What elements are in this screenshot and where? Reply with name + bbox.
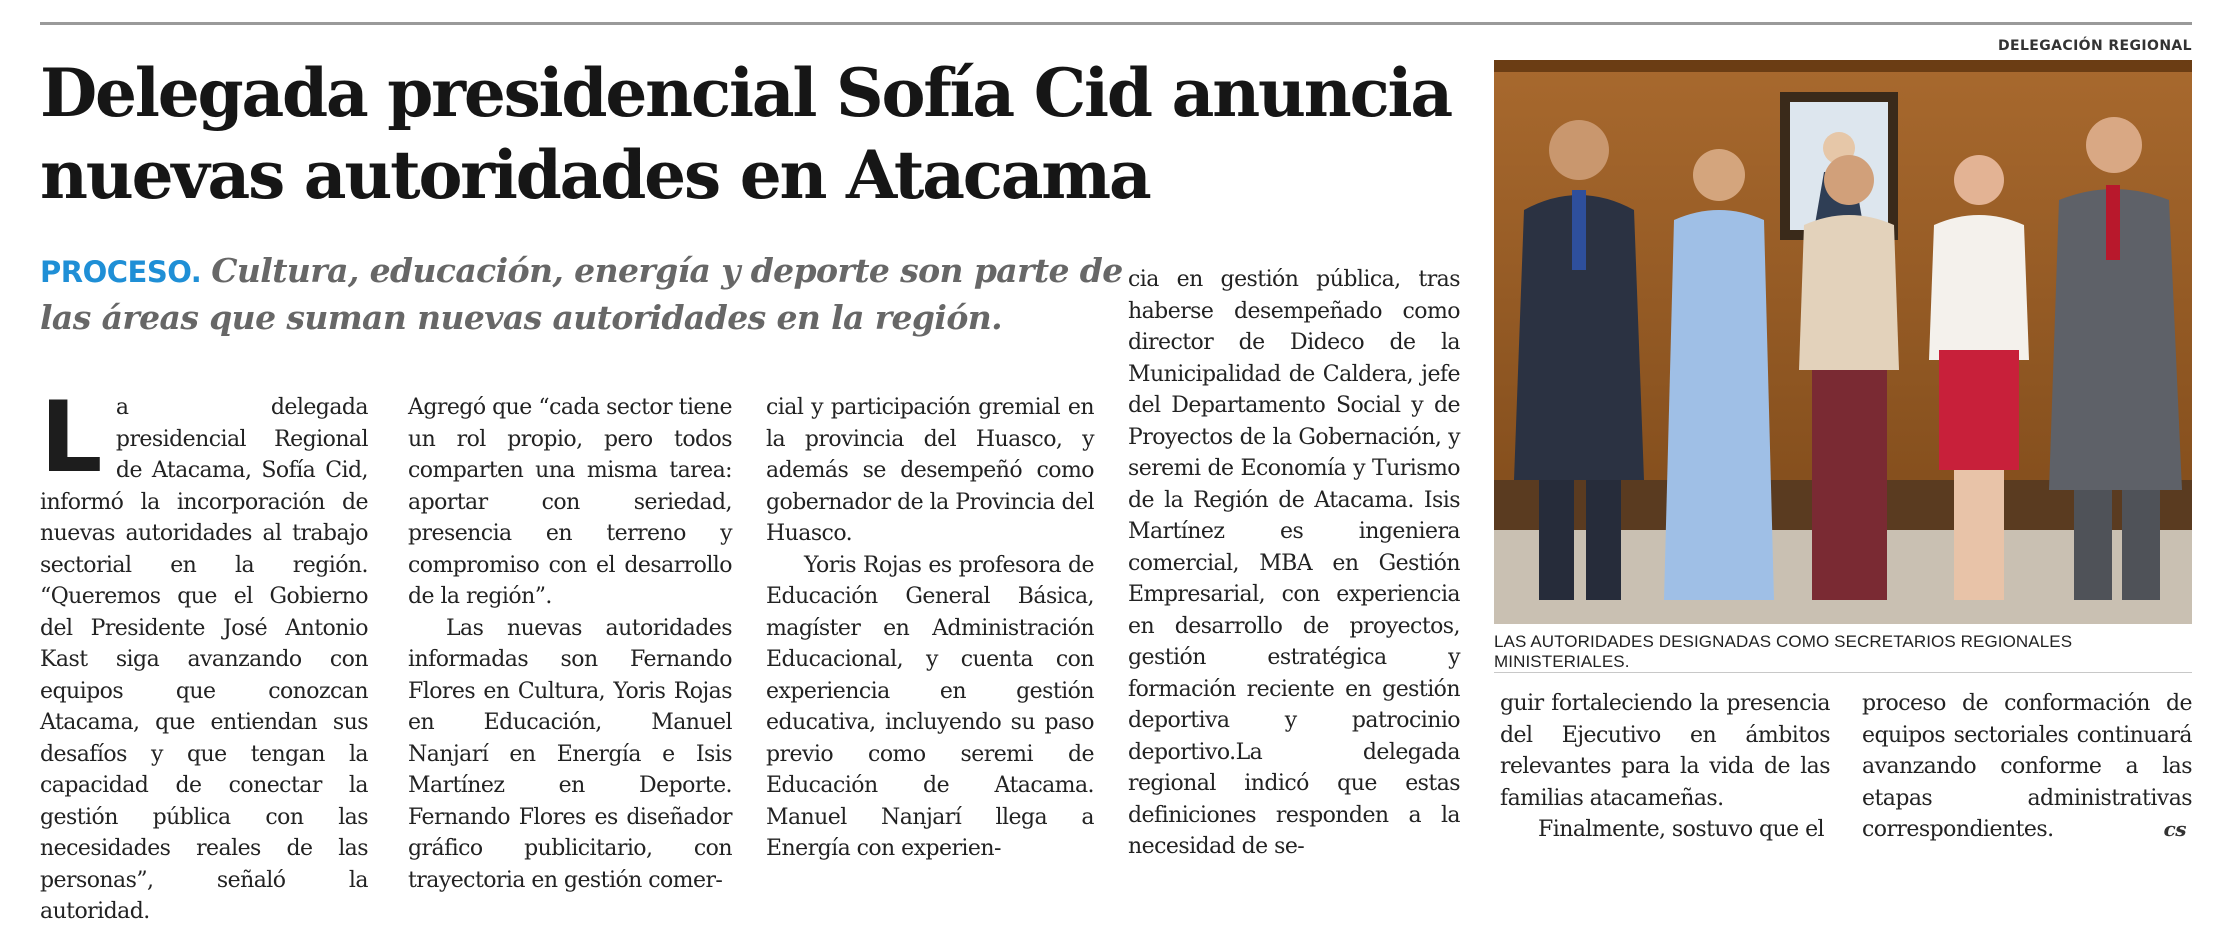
deck-kicker: PROCESO. — [40, 255, 202, 289]
body-col6-text: proceso de conformación de equipos sectoriales continuará avanzando conforme a las etapas administrativas correspondientes. — [1862, 691, 2192, 842]
headline: Delegada presidencial Sofía Cid anuncia nuevas autoridades en Atacama — [40, 54, 1451, 214]
body-col3-p1: cial y participación gremial en la provincia del Huasco, y además se desempeñó como gobernador de la Provincia del Huasco. — [766, 395, 1094, 546]
body-col5-p2: Finalmente, sostuvo que el — [1538, 817, 1825, 842]
body-column-5 — [1500, 688, 1830, 846]
body-col1-text: a delegada presidencial Regional de Atacama, Sofía Cid, informó la incorporación de nuevas autoridades al trabajo sectorial en la región. “Queremos que el Gobierno del Presidente José Antonio Kast siga avanzando con equipos que conozcan Atacama, que entiendan sus desafíos y que tengan la capacidad de conectar la gestión pública con las necesidades reales de las personas”, señaló la autoridad. — [40, 395, 368, 924]
top-rule — [40, 22, 2192, 25]
caption-divider — [1494, 672, 2192, 673]
body-column-1 — [40, 381, 368, 928]
deck — [40, 248, 1130, 341]
photo-caption: LAS AUTORIDADES DESIGNADAS COMO SECRETARIOS REGIONALES MINISTERIALES. — [1494, 632, 2073, 671]
photo-credit: DELEGACIÓN REGIONAL — [1998, 38, 2192, 54]
news-photo — [1494, 60, 2192, 624]
deck-text: Cultura, educación, energía y deporte son parte de las áreas que suman nuevas autoridades en la región. — [40, 251, 1123, 337]
body-col5-p1: guir fortaleciendo la presencia del Ejecutivo en ámbitos relevantes para la vida de las familias atacameñas. — [1500, 691, 1830, 811]
body-col3-p2: Yoris Rojas es profesora de Educación General Básica, magíster en Administración Educacional, y cuenta con experiencia en gestión educativa, incluyendo su paso previo como seremi de Educación de Atacama. Manuel Nanjarí llega a Energía con experien- — [766, 552, 1094, 861]
body-column-2 — [408, 392, 732, 896]
body-column-3 — [766, 392, 1094, 865]
body-column-6 — [1862, 688, 2192, 846]
body-column-4 — [1128, 264, 1460, 863]
photo-illustration — [1494, 60, 2192, 624]
drop-cap: L — [40, 381, 102, 495]
body-col4-text: cia en gestión pública, tras haberse desempeñado como director de Dideco de la Municipalidad de Caldera, jefe del Departamento Social y de Proyectos de la Gobernación, y seremi de Economía y Turismo de la Región de Atacama. Isis Martínez es ingeniera comercial, MBA en Gestión Empresarial, con experiencia en desarrollo de proyectos, gestión estratégica y formación reciente en gestión deportiva y patrocinio deportivo.La delegada regional indicó que estas definiciones responden a la necesidad de se- — [1128, 267, 1460, 859]
end-mark: cs — [2163, 817, 2186, 841]
body-col2-p1: Agregó que “cada sector tiene un rol propio, pero todos comparten una misma tarea: aportar con seriedad, presencia en terreno y compromiso con el desarrollo de la región”. — [408, 395, 732, 609]
body-col2-p2: Las nuevas autoridades informadas son Fernando Flores en Cultura, Yoris Rojas en Educación, Manuel Nanjarí en Energía e Isis Martínez en Deporte. Fernando Flores es diseñador gráfico publicitario, con trayectoria en gestión comer- — [408, 615, 732, 893]
